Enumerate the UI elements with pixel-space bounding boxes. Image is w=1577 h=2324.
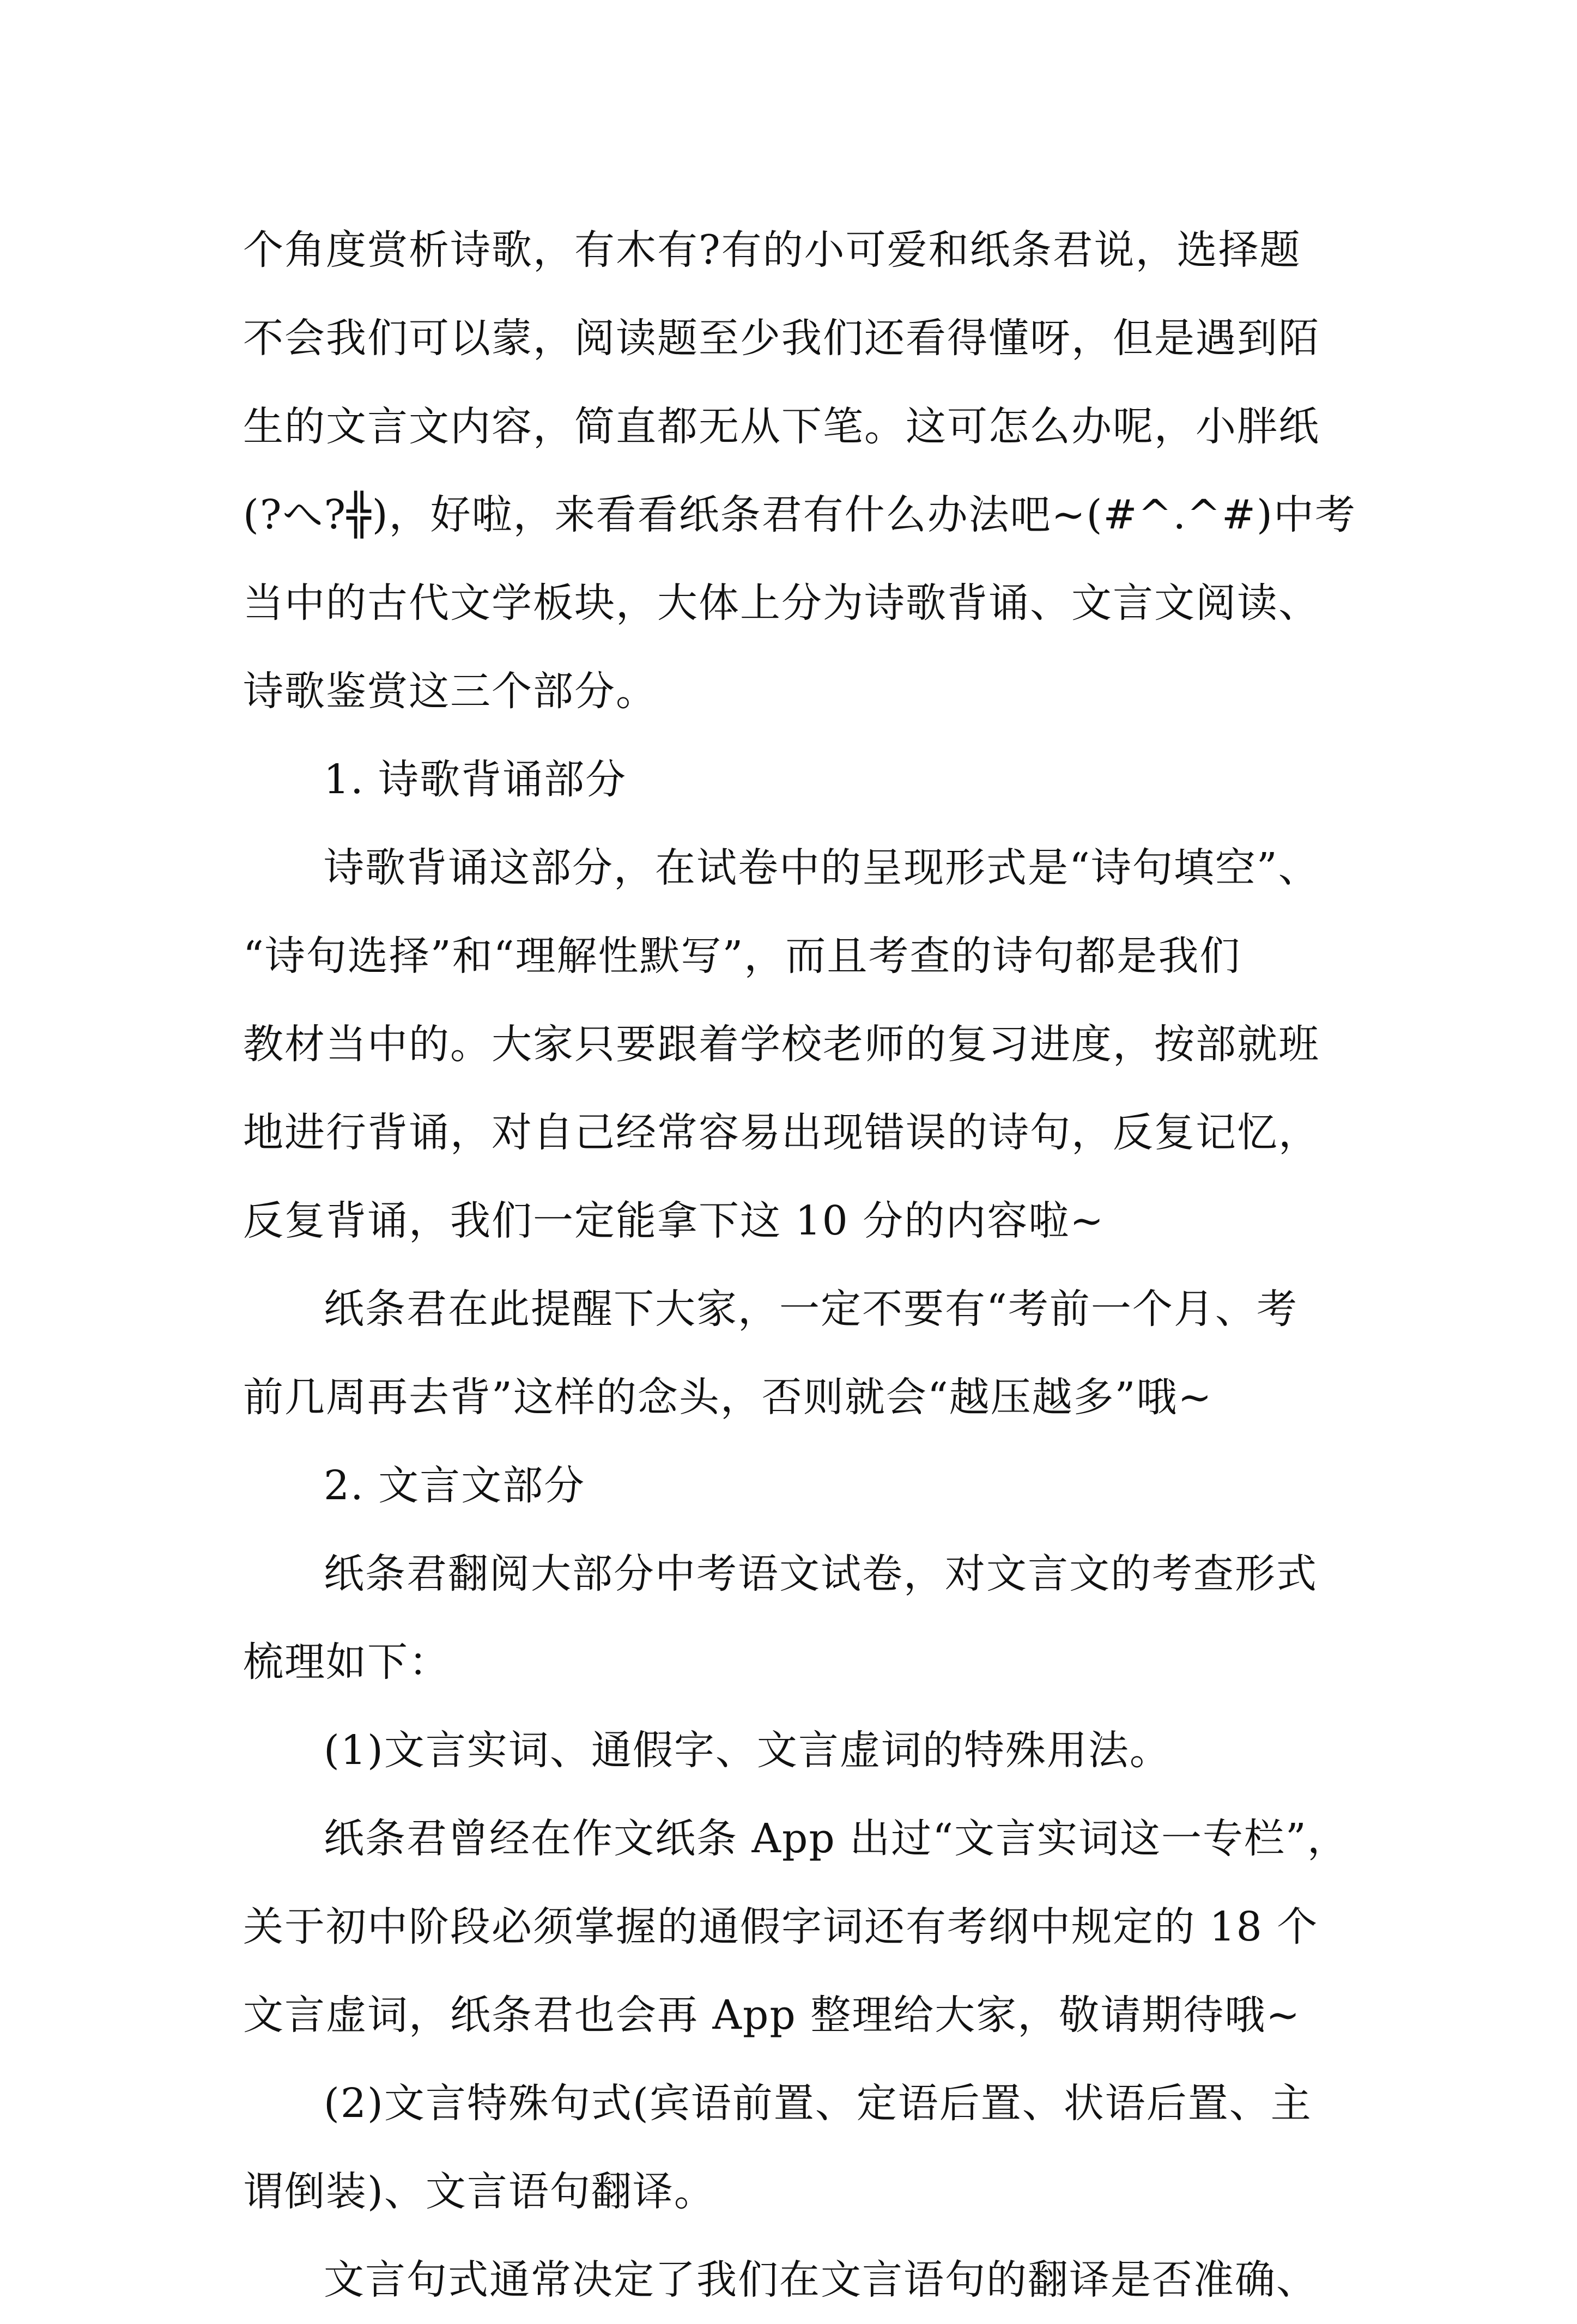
text-line: 诗歌背诵这部分，在试卷中的呈现形式是“诗句填空”、: [324, 844, 1320, 891]
text-line: 关于初中阶段必须掌握的通假字词还有考纲中规定的 18 个: [243, 1903, 1319, 1950]
text-line: 教材当中的。大家只要跟着学校老师的复习进度，按部就班: [243, 1021, 1320, 1068]
text-line: 反复背诵，我们一定能拿下这 10 分的内容啦~: [243, 1197, 1105, 1244]
text-line: 前几周再去背”这样的念头，否则就会“越压越多”哦~: [243, 1374, 1213, 1421]
section-heading: 1. 诗歌背诵部分: [324, 756, 627, 803]
text-line: “诗句选择”和“理解性默写”，而且考查的诗句都是我们: [243, 933, 1241, 980]
text-line: 纸条君曾经在作文纸条 App 出过“文言实词这一专栏”，: [324, 1815, 1349, 1862]
text-line: (2)文言特殊句式(宾语前置、定语后置、状语后置、主: [324, 2080, 1312, 2127]
text-line: 纸条君翻阅大部分中考语文试卷，对文言文的考查形式: [324, 1550, 1318, 1597]
text-line: 诗歌鉴赏这三个部分。: [243, 668, 657, 715]
section-heading: 2. 文言文部分: [324, 1462, 586, 1509]
text-line: 纸条君在此提醒下大家，一定不要有“考前一个月、考: [324, 1286, 1298, 1333]
text-line: (1)文言实词、通假字、文言虚词的特殊用法。: [324, 1727, 1171, 1774]
text-line: 谓倒装)、文言语句翻译。: [243, 2168, 715, 2215]
text-line: 文言虚词，纸条君也会再 App 整理给大家，敬请期待哦~: [243, 1992, 1301, 2039]
text-line: (?へ?╬)，好啦，来看看纸条君有什么办法吧~(#^.^#)中考: [243, 491, 1356, 538]
text-line: 不会我们可以蒙，阅读题至少我们还看得懂呀，但是遇到陌: [243, 315, 1320, 362]
text-line: 个角度赏析诗歌，有木有?有的小可爱和纸条君说，选择题: [243, 227, 1301, 273]
text-line: 梳理如下：: [243, 1639, 450, 1686]
text-line: 文言句式通常决定了我们在文言语句的翻译是否准确、: [324, 2256, 1318, 2303]
text-line: 当中的古代文学板块，大体上分为诗歌背诵、文言文阅读、: [243, 580, 1320, 626]
document-body: [243, 206, 1356, 2324]
text-line: 生的文言文内容，简直都无从下笔。这可怎么办呢，小胖纸: [243, 403, 1320, 450]
text-line: 地进行背诵，对自己经常容易出现错误的诗句，反复记忆，: [243, 1109, 1320, 1156]
